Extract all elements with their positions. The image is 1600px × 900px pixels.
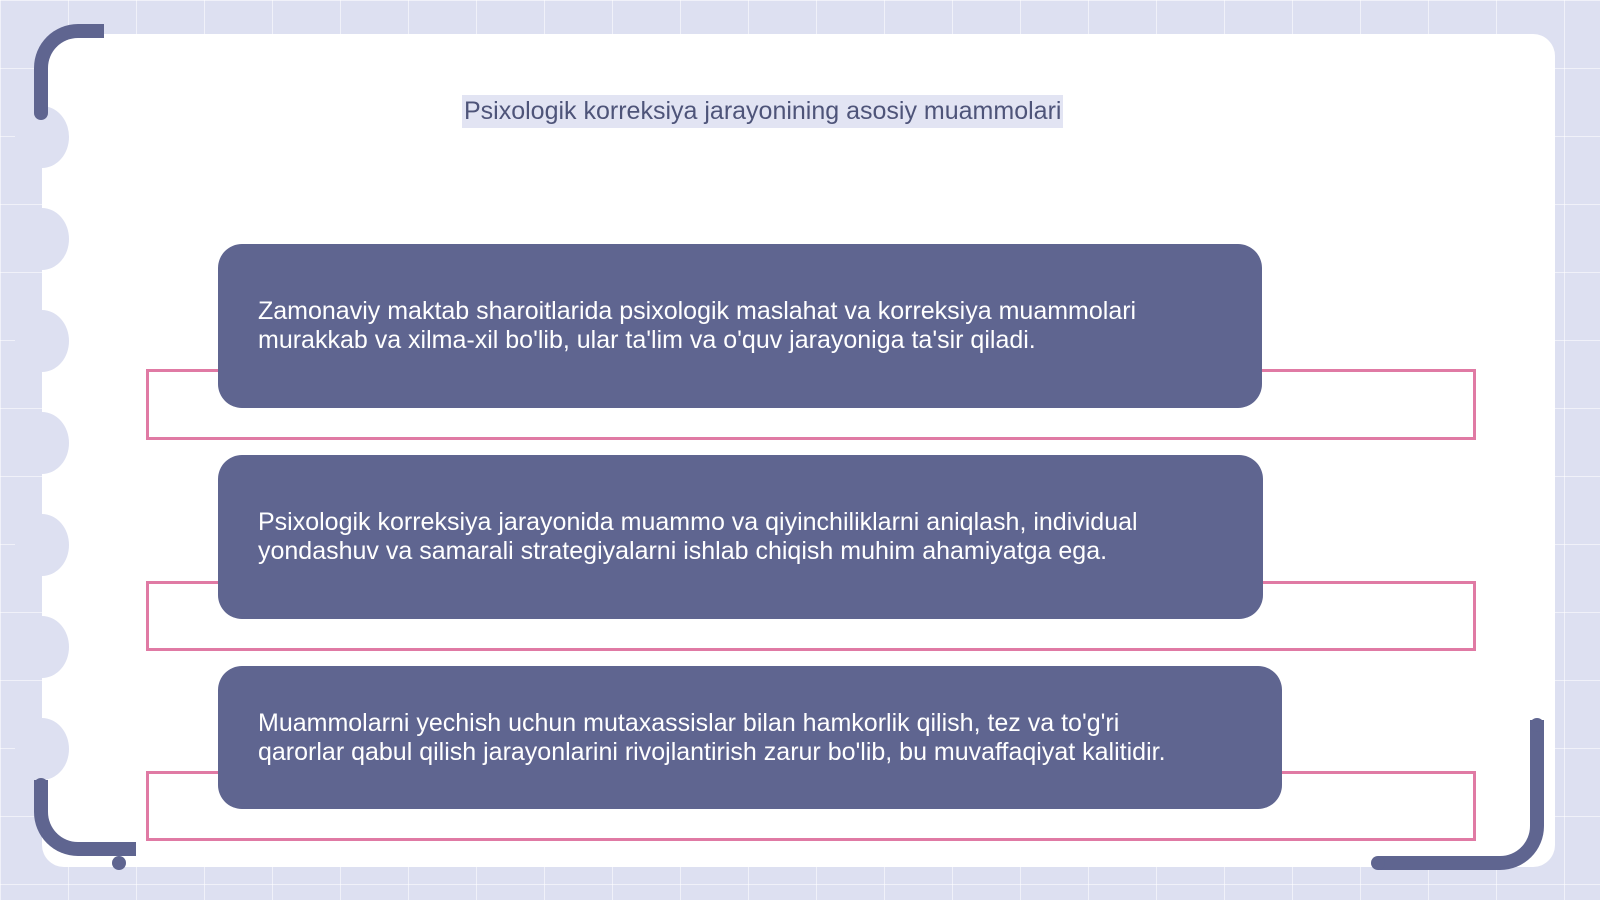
info-card-2-line-1: Psixologik korreksiya jarayonida muammo va qiyinchiliklarni aniqlash, individual	[258, 508, 1138, 536]
page-edge-bump	[15, 310, 69, 372]
slide-title: Psixologik korreksiya jarayonining asosiy muammolari	[462, 95, 1063, 128]
info-card-1	[218, 244, 1262, 408]
corner-bracket-bottom-left-cap	[34, 778, 48, 792]
info-card-3-line-1: Muammolarni yechish uchun mutaxassislar bilan hamkorlik qilish, tez va to'g'ri	[258, 708, 1120, 737]
info-card-2	[218, 455, 1263, 619]
corner-bracket-bottom-right-cap	[1530, 718, 1544, 732]
info-card-1-line-1: Zamonaviy maktab sharoitlarida psixologik maslahat va korreksiya muammolari	[258, 297, 1137, 325]
page-edge-bump	[15, 412, 69, 474]
corner-bracket-bottom-left-end	[112, 856, 126, 870]
info-card-2-text	[258, 508, 1138, 566]
info-card-3-line-2: qarorlar qabul qilish jarayonlarini rivojlantirish zarur bo'lib, bu muvaffaqiyat kalitidir.	[258, 737, 1166, 766]
corner-bracket-top-left-tail	[34, 80, 48, 120]
corner-bracket-bottom-left	[34, 780, 136, 856]
page-edge-bump	[15, 616, 69, 678]
info-card-3-text	[258, 709, 1166, 767]
page-edge-bump	[15, 208, 69, 270]
page-edge-bump	[15, 718, 69, 780]
info-card-2-line-2: yondashuv va samarali strategiyalarni ishlab chiqish muhim ahamiyatga ega.	[258, 537, 1108, 565]
corner-bracket-bottom-right-end	[1371, 856, 1385, 870]
info-card-1-line-2: murakkab va xilma-xil bo'lib, ular ta'lim va o'quv jarayoniga ta'sir qiladi.	[258, 326, 1036, 354]
info-card-3	[218, 666, 1282, 809]
info-card-1-text	[258, 297, 1136, 355]
page-edge-bump	[15, 514, 69, 576]
